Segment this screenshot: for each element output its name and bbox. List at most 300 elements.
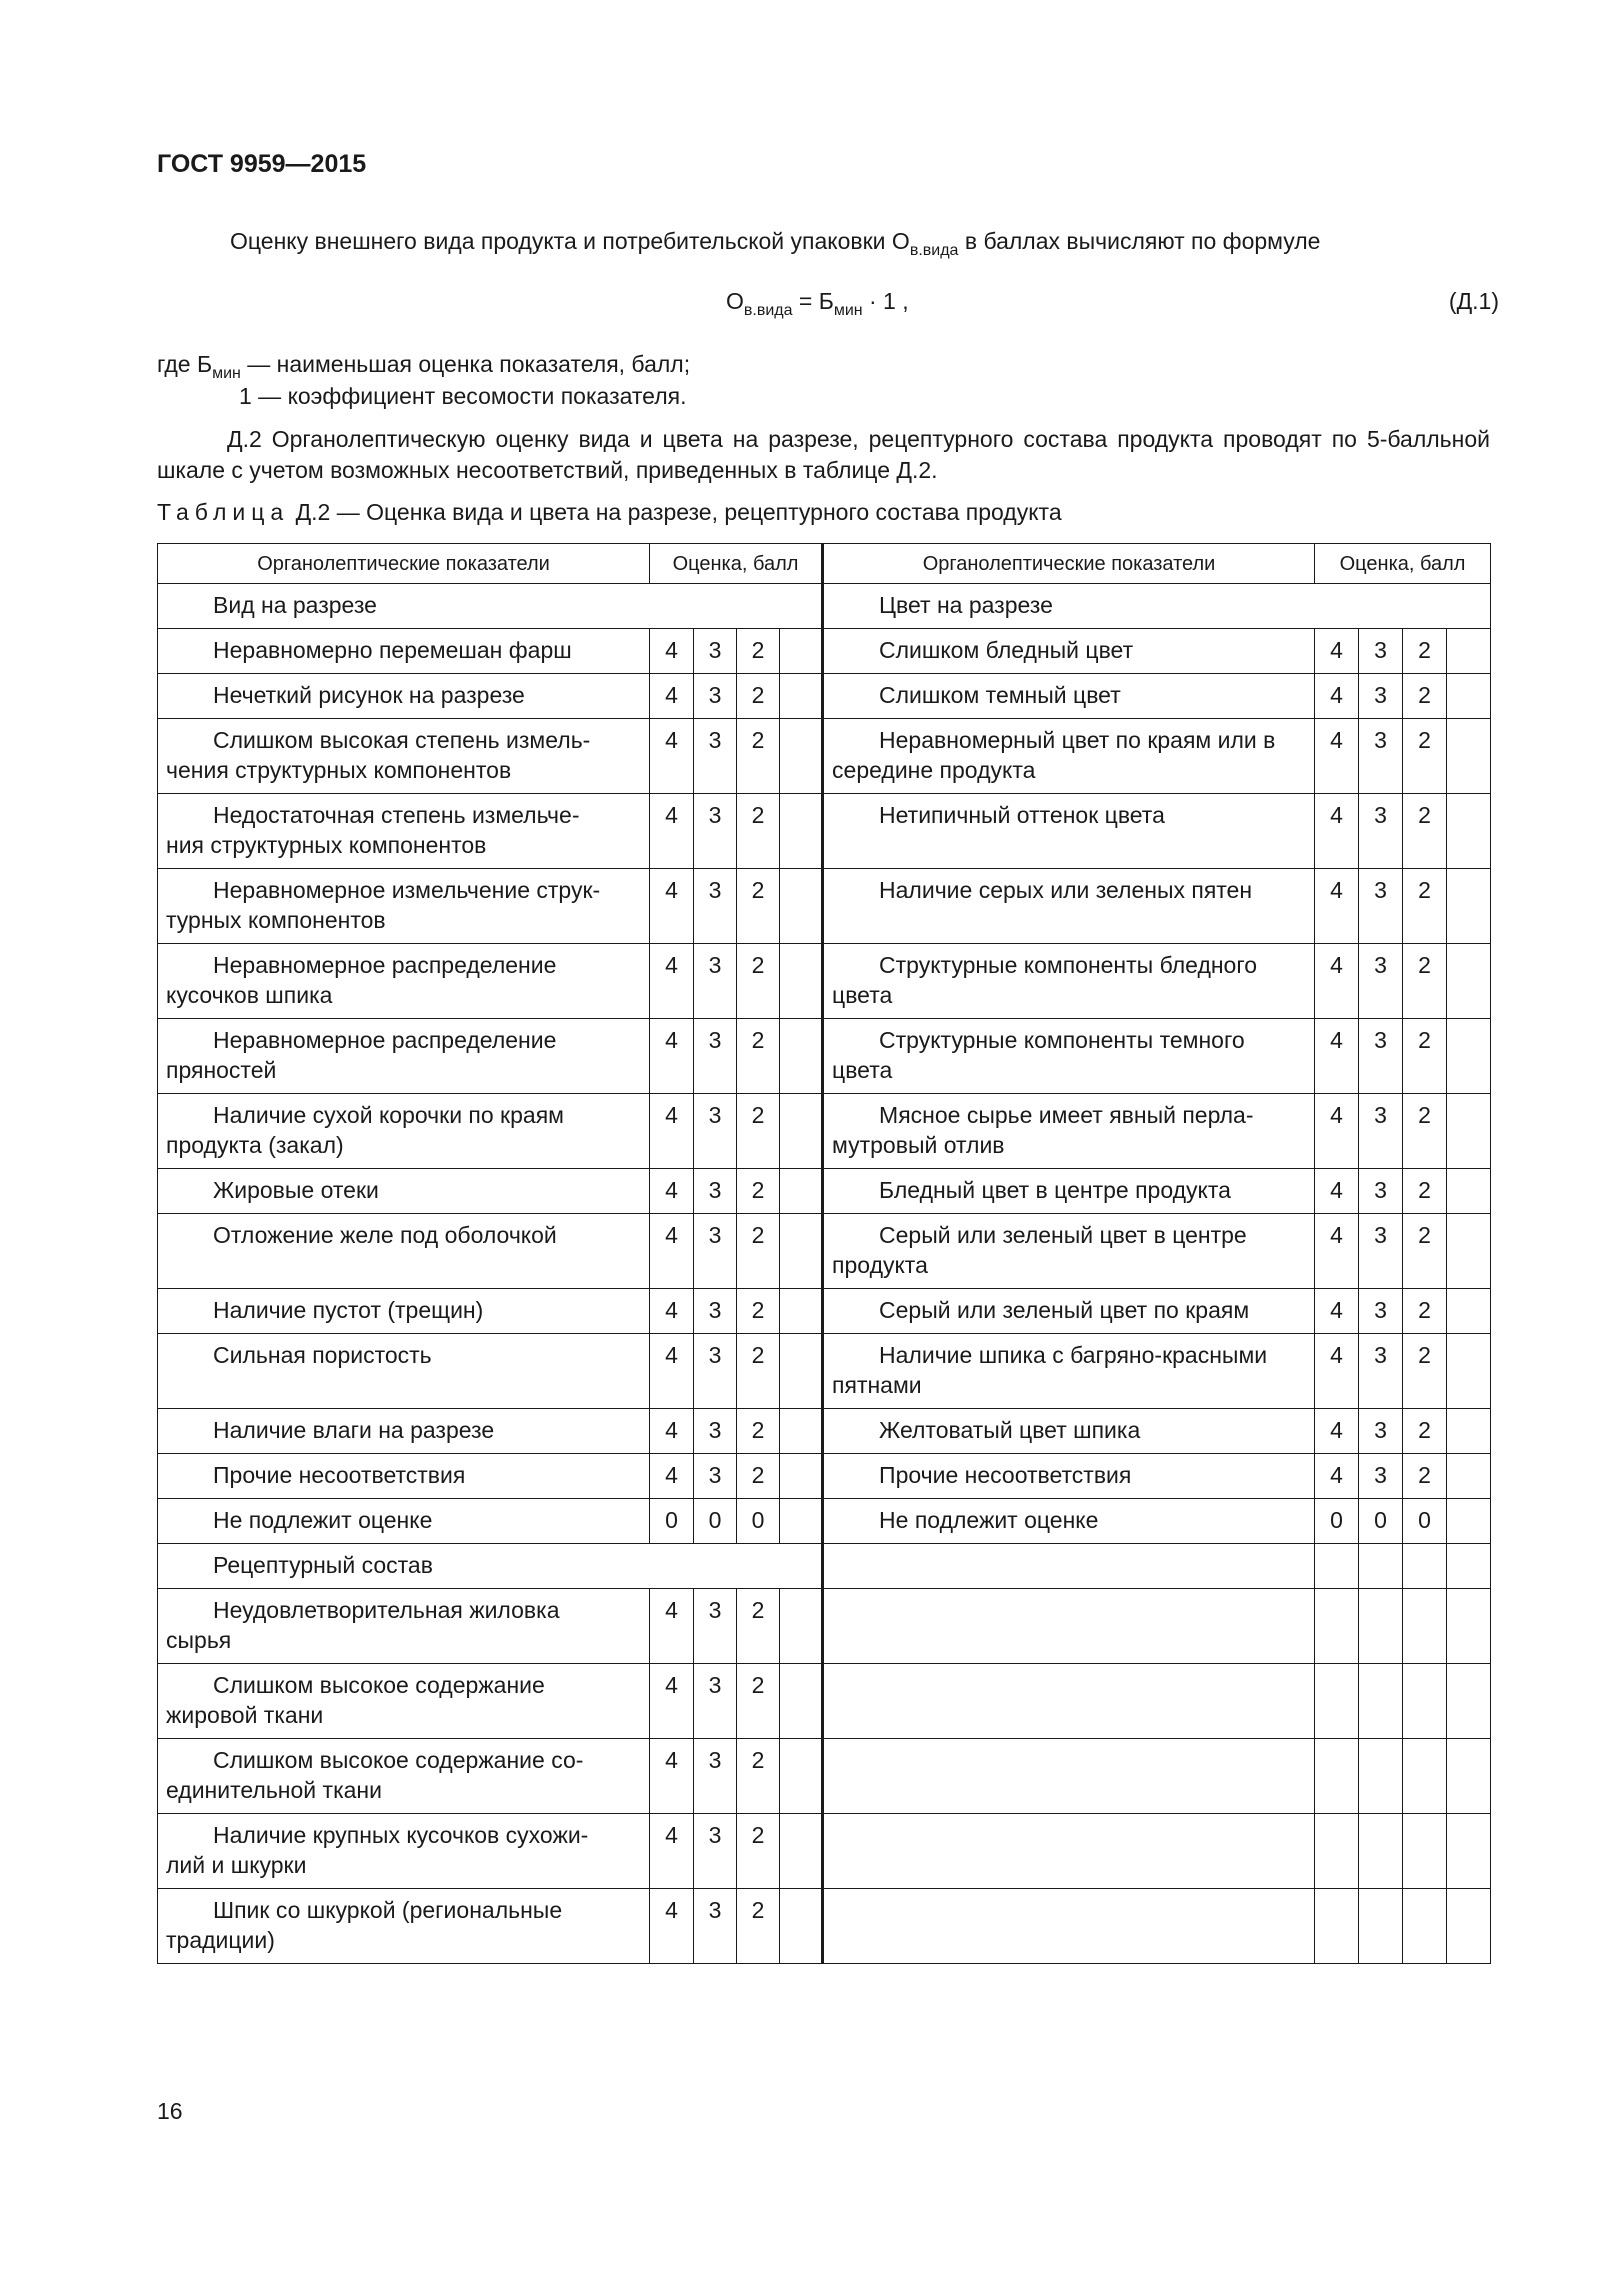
score-cell-right: 2 — [1403, 794, 1447, 869]
score-cell-left: 2 — [737, 674, 780, 719]
indicator-right-line-2: продукта — [832, 1252, 928, 1278]
score-cell-left-empty — [780, 1214, 823, 1289]
section-title-right-text: Цвет на разрезе — [879, 592, 1053, 618]
score-cell-right-empty — [1447, 1739, 1491, 1814]
indicator-left-line-2: продукта (закал) — [166, 1132, 344, 1158]
indicator-left — [158, 1889, 650, 1964]
indicator-right-line-2: цвета — [832, 1057, 893, 1083]
table-row — [158, 1094, 1491, 1169]
intro-subscript: в.вида — [909, 242, 959, 259]
formula-legend — [157, 350, 690, 411]
formula-rhs-tail: · 1 , — [862, 288, 909, 314]
header-indicators-left: Органолептические показатели — [158, 544, 650, 584]
indicator-left — [158, 1094, 650, 1169]
score-cell-right: 4 — [1315, 674, 1359, 719]
indicator-left — [158, 1334, 650, 1409]
indicator-left — [158, 719, 650, 794]
score-cell-right: 0 — [1315, 1499, 1359, 1544]
indicator-right — [823, 1409, 1315, 1454]
score-cell-left-empty — [780, 1739, 823, 1814]
indicator-right-line-1 — [832, 1672, 879, 1698]
indicator-left — [158, 1169, 650, 1214]
score-cell-right — [1403, 1739, 1447, 1814]
legend-line-2: 1 — коэффициент весомости показателя. — [239, 383, 687, 409]
score-cell-right-empty — [1447, 1169, 1491, 1214]
score-cell-right: 2 — [1403, 1334, 1447, 1409]
score-cell-right-empty — [1447, 1664, 1491, 1739]
indicator-left — [158, 1814, 650, 1889]
indicator-right — [823, 794, 1315, 869]
score-cell-left: 4 — [650, 1334, 694, 1409]
indicator-right-line-1: Нетипичный оттенок цвета — [879, 802, 1165, 828]
score-cell-right: 2 — [1403, 1214, 1447, 1289]
formula-number: (Д.1) — [1448, 288, 1499, 314]
indicator-left — [158, 1454, 650, 1499]
score-cell-right: 4 — [1315, 869, 1359, 944]
score-cell-left: 3 — [694, 1289, 737, 1334]
score-cell-left-empty — [780, 1169, 823, 1214]
legend-prefix: где Б — [157, 351, 213, 377]
score-cell-left: 3 — [694, 1664, 737, 1739]
table-row — [158, 1889, 1491, 1964]
indicator-left — [158, 1739, 650, 1814]
score-cell-right: 2 — [1403, 1289, 1447, 1334]
score-cell-right — [1447, 1544, 1491, 1589]
score-cell-right — [1403, 1589, 1447, 1664]
score-cell-left: 4 — [650, 674, 694, 719]
score-cell-right: 4 — [1315, 1019, 1359, 1094]
table-row — [158, 1214, 1491, 1289]
indicator-left — [158, 1589, 650, 1664]
indicator-right — [823, 1334, 1315, 1409]
score-cell-left-empty — [780, 1094, 823, 1169]
paragraph-d2-text: Д.2 Органолептическую оценку вида и цвета на разрезе, рецептурного состава продукта проводят по 5-балльной шкале с учетом возможных несоответствий, приведенных в таблице Д.2. — [157, 426, 1490, 483]
indicator-right-line-2: цвета — [832, 982, 893, 1008]
score-cell-right-empty — [1447, 629, 1491, 674]
score-cell-left: 3 — [694, 719, 737, 794]
indicator-right — [823, 1499, 1315, 1544]
score-cell-left: 3 — [694, 1094, 737, 1169]
score-cell-right: 4 — [1315, 1289, 1359, 1334]
score-cell-left: 4 — [650, 1889, 694, 1964]
score-cell-left: 3 — [694, 1169, 737, 1214]
score-cell-left: 2 — [737, 794, 780, 869]
table-row — [158, 719, 1491, 794]
score-cell-left: 2 — [737, 869, 780, 944]
table-row — [158, 1169, 1491, 1214]
indicator-left-line-1: Отложение желе под оболочкой — [213, 1222, 557, 1248]
score-cell-left: 2 — [737, 944, 780, 1019]
indicator-right-line-1: Мясное сырье имеет явный перла- — [879, 1102, 1254, 1128]
table-row — [158, 674, 1491, 719]
table-row — [158, 1664, 1491, 1739]
score-cell-left: 2 — [737, 1214, 780, 1289]
score-cell-right: 3 — [1359, 629, 1403, 674]
score-cell-left: 2 — [737, 1454, 780, 1499]
score-cell-left: 2 — [737, 1664, 780, 1739]
score-cell-left: 0 — [650, 1499, 694, 1544]
score-cell-right-empty — [1447, 869, 1491, 944]
score-cell-left: 3 — [694, 794, 737, 869]
indicator-left — [158, 1499, 650, 1544]
score-cell-right — [1403, 1544, 1447, 1589]
score-cell-left: 4 — [650, 1454, 694, 1499]
indicator-left-line-2: пряностей — [166, 1057, 277, 1083]
score-cell-right-empty — [1447, 1814, 1491, 1889]
indicator-left-line-1: Неравномерное распределение — [213, 952, 557, 978]
indicator-right — [823, 674, 1315, 719]
indicator-left — [158, 1289, 650, 1334]
indicator-left-line-1: Жировые отеки — [213, 1177, 379, 1203]
score-cell-right: 2 — [1403, 1454, 1447, 1499]
indicator-right-line-1: Наличие шпика с багряно-красными — [879, 1342, 1268, 1368]
score-cell-left: 0 — [694, 1499, 737, 1544]
score-cell-right: 2 — [1403, 674, 1447, 719]
score-cell-right: 3 — [1359, 944, 1403, 1019]
score-cell-left: 2 — [737, 1409, 780, 1454]
indicator-right-line-1: Структурные компоненты бледного — [879, 952, 1258, 978]
score-cell-left: 2 — [737, 1289, 780, 1334]
score-cell-left: 4 — [650, 1409, 694, 1454]
indicator-left — [158, 1409, 650, 1454]
paragraph-d2 — [157, 424, 1490, 486]
score-cell-left: 3 — [694, 1409, 737, 1454]
indicator-right — [823, 869, 1315, 944]
indicator-left — [158, 1214, 650, 1289]
score-cell-left-empty — [780, 1589, 823, 1664]
indicator-left — [158, 794, 650, 869]
score-cell-right: 4 — [1315, 629, 1359, 674]
score-cell-left: 4 — [650, 1664, 694, 1739]
indicator-left-line-2: ния структурных компонентов — [166, 832, 487, 858]
indicator-right — [823, 1169, 1315, 1214]
score-cell-left: 3 — [694, 1454, 737, 1499]
score-cell-right-empty — [1447, 1094, 1491, 1169]
score-cell-left-empty — [780, 1409, 823, 1454]
indicator-right — [823, 1544, 1315, 1589]
table-row — [158, 1739, 1491, 1814]
score-cell-left-empty — [780, 1889, 823, 1964]
indicator-left-line-2: чения структурных компонентов — [166, 757, 512, 783]
indicator-left-line-1: Слишком высокая степень измель- — [213, 727, 591, 753]
indicator-left-line-1: Недостаточная степень измельче- — [213, 802, 580, 828]
score-cell-left: 2 — [737, 1889, 780, 1964]
indicator-left-line-1: Слишком высокое содержание — [213, 1672, 545, 1698]
indicator-right-line-1 — [832, 1597, 879, 1623]
indicator-right-line-1: Слишком бледный цвет — [879, 637, 1134, 663]
score-cell-left: 2 — [737, 1169, 780, 1214]
indicator-right-line-1: Неравномерный цвет по краям или в — [879, 727, 1276, 753]
score-cell-right: 3 — [1359, 719, 1403, 794]
score-cell-right: 4 — [1315, 1454, 1359, 1499]
indicator-left-line-2: сырья — [166, 1627, 232, 1653]
score-cell-right — [1359, 1589, 1403, 1664]
score-cell-left: 2 — [737, 719, 780, 794]
score-cell-right-empty — [1447, 719, 1491, 794]
score-cell-left: 2 — [737, 1094, 780, 1169]
score-cell-right: 3 — [1359, 1019, 1403, 1094]
score-cell-left: 3 — [694, 629, 737, 674]
table-section-row — [158, 1544, 1491, 1589]
score-cell-right-empty — [1447, 1334, 1491, 1409]
score-cell-right: 4 — [1315, 794, 1359, 869]
score-cell-right: 3 — [1359, 869, 1403, 944]
score-cell-left: 4 — [650, 1214, 694, 1289]
indicator-right-line-1: Прочие несоответствия — [879, 1462, 1132, 1488]
score-cell-left: 3 — [694, 869, 737, 944]
score-cell-right — [1359, 1739, 1403, 1814]
score-cell-right — [1403, 1664, 1447, 1739]
score-cell-right — [1359, 1544, 1403, 1589]
score-cell-right — [1315, 1664, 1359, 1739]
score-cell-right-empty — [1447, 674, 1491, 719]
indicator-right — [823, 1889, 1315, 1964]
score-cell-right — [1359, 1664, 1403, 1739]
score-cell-right-empty — [1447, 794, 1491, 869]
indicator-left — [158, 674, 650, 719]
score-cell-right — [1315, 1544, 1359, 1589]
score-cell-right: 3 — [1359, 1409, 1403, 1454]
intro-text: Оценку внешнего вида продукта и потребительской упаковки О — [230, 228, 910, 254]
indicator-left-line-1: Слишком высокое содержание со- — [213, 1747, 584, 1773]
table-caption-label: Таблица — [157, 499, 290, 525]
score-cell-right-empty — [1447, 1889, 1491, 1964]
legend-line-1: — наименьшая оценка показателя, балл; — [240, 351, 691, 377]
score-cell-left-empty — [780, 1019, 823, 1094]
header-score-right: Оценка, балл — [1315, 544, 1491, 584]
score-cell-left-empty — [780, 1334, 823, 1409]
indicator-right — [823, 629, 1315, 674]
table-header-row — [158, 544, 1491, 584]
indicator-left-line-1: Неудовлетворительная жиловка — [213, 1597, 560, 1623]
indicator-right-line-2: мутровый отлив — [832, 1132, 1005, 1158]
indicator-left-line-2: жировой ткани — [166, 1702, 324, 1728]
score-cell-left: 3 — [694, 1889, 737, 1964]
score-cell-left-empty — [780, 719, 823, 794]
indicator-right — [823, 719, 1315, 794]
score-cell-right: 4 — [1315, 1094, 1359, 1169]
score-cell-right — [1315, 1889, 1359, 1964]
indicator-right-line-2: середине продукта — [832, 757, 1036, 783]
indicator-right — [823, 1589, 1315, 1664]
score-cell-right: 3 — [1359, 1214, 1403, 1289]
score-cell-left-empty — [780, 1289, 823, 1334]
score-cell-left: 4 — [650, 1289, 694, 1334]
indicator-left-line-2: лий и шкурки — [166, 1852, 307, 1878]
page-number: 16 — [157, 2098, 183, 2124]
score-cell-right: 0 — [1403, 1499, 1447, 1544]
score-cell-right: 2 — [1403, 869, 1447, 944]
indicator-left-line-1: Наличие пустот (трещин) — [213, 1297, 484, 1323]
table-row — [158, 1589, 1491, 1664]
score-cell-left: 2 — [737, 1589, 780, 1664]
score-cell-left: 4 — [650, 1169, 694, 1214]
score-cell-left: 2 — [737, 629, 780, 674]
table-row — [158, 944, 1491, 1019]
section-title-right — [823, 584, 1491, 629]
score-cell-left-empty — [780, 1454, 823, 1499]
header-score-left: Оценка, балл — [650, 544, 823, 584]
score-cell-right-empty — [1447, 1409, 1491, 1454]
indicator-left-line-2: кусочков шпика — [166, 982, 333, 1008]
indicator-right-line-1 — [832, 1897, 879, 1923]
score-cell-left-empty — [780, 674, 823, 719]
score-cell-left: 4 — [650, 1739, 694, 1814]
score-cell-left: 2 — [737, 1814, 780, 1889]
indicator-left-line-1: Неравномерно перемешан фарш — [213, 637, 572, 663]
score-cell-left-empty — [780, 869, 823, 944]
score-cell-left: 4 — [650, 1094, 694, 1169]
score-cell-left: 2 — [737, 1334, 780, 1409]
indicator-left-line-1: Нечеткий рисунок на разрезе — [213, 682, 525, 708]
table-row — [158, 629, 1491, 674]
indicator-left-line-1: Не подлежит оценке — [213, 1507, 433, 1533]
score-cell-left-empty — [780, 1664, 823, 1739]
table-row — [158, 1814, 1491, 1889]
assessment-table — [157, 543, 1491, 1964]
indicator-right-line-1: Серый или зеленый цвет в центре — [879, 1222, 1247, 1248]
score-cell-left-empty — [780, 629, 823, 674]
score-cell-right: 3 — [1359, 1454, 1403, 1499]
score-cell-right — [1315, 1739, 1359, 1814]
indicator-left-line-1: Прочие несоответствия — [213, 1462, 466, 1488]
table-row — [158, 1289, 1491, 1334]
score-cell-left-empty — [780, 944, 823, 1019]
score-cell-right: 2 — [1403, 1094, 1447, 1169]
score-cell-right-empty — [1447, 1499, 1491, 1544]
table-row — [158, 1334, 1491, 1409]
formula-lhs: О — [726, 288, 744, 314]
score-cell-right: 2 — [1403, 629, 1447, 674]
indicator-right — [823, 1454, 1315, 1499]
table-caption — [157, 499, 1062, 526]
table-row — [158, 1019, 1491, 1094]
indicator-right — [823, 1214, 1315, 1289]
score-cell-right-empty — [1447, 1289, 1491, 1334]
indicator-right-line-2: пятнами — [832, 1372, 922, 1398]
indicator-left-line-1: Наличие крупных кусочков сухожи- — [213, 1822, 589, 1848]
score-cell-right-empty — [1447, 1454, 1491, 1499]
indicator-left-line-2: единительной ткани — [166, 1777, 382, 1803]
score-cell-left: 4 — [650, 719, 694, 794]
score-cell-right-empty — [1447, 1019, 1491, 1094]
header-indicators-right: Органолептические показатели — [823, 544, 1315, 584]
score-cell-right — [1359, 1889, 1403, 1964]
score-cell-left: 3 — [694, 944, 737, 1019]
indicator-right — [823, 1289, 1315, 1334]
score-cell-right: 4 — [1315, 1169, 1359, 1214]
table-row — [158, 1454, 1491, 1499]
score-cell-right: 4 — [1315, 1214, 1359, 1289]
indicator-left-line-1: Неравномерное распределение — [213, 1027, 557, 1053]
formula-eq: = Б — [792, 288, 834, 314]
indicator-left-line-1: Наличие сухой корочки по краям — [213, 1102, 564, 1128]
score-cell-right: 4 — [1315, 1409, 1359, 1454]
table-row — [158, 794, 1491, 869]
score-cell-right: 2 — [1403, 1169, 1447, 1214]
score-cell-left: 3 — [694, 674, 737, 719]
indicator-right — [823, 1094, 1315, 1169]
indicator-right-line-1: Слишком темный цвет — [879, 682, 1121, 708]
table-row — [158, 869, 1491, 944]
score-cell-left: 3 — [694, 1589, 737, 1664]
legend-subscript: мин — [212, 365, 241, 382]
score-cell-left: 2 — [737, 1019, 780, 1094]
score-cell-left: 2 — [737, 1739, 780, 1814]
indicator-right-line-1: Структурные компоненты темного — [879, 1027, 1245, 1053]
indicator-right-line-1: Желтоватый цвет шпика — [879, 1417, 1141, 1443]
score-cell-left: 4 — [650, 794, 694, 869]
score-cell-left: 4 — [650, 1019, 694, 1094]
score-cell-right: 2 — [1403, 719, 1447, 794]
score-cell-right: 2 — [1403, 1019, 1447, 1094]
score-cell-left: 4 — [650, 869, 694, 944]
intro-paragraph — [230, 228, 1321, 259]
indicator-left-line-2: турных компонентов — [166, 907, 386, 933]
score-cell-right: 3 — [1359, 1169, 1403, 1214]
score-cell-left-empty — [780, 1814, 823, 1889]
score-cell-left: 3 — [694, 1214, 737, 1289]
intro-text-tail: в баллах вычисляют по формуле — [958, 228, 1321, 254]
indicator-left — [158, 944, 650, 1019]
indicator-left-line-1: Неравномерное измельчение струк- — [213, 877, 601, 903]
score-cell-left: 4 — [650, 1814, 694, 1889]
score-cell-right — [1403, 1814, 1447, 1889]
indicator-right-line-1: Серый или зеленый цвет по краям — [879, 1297, 1250, 1323]
score-cell-right: 2 — [1403, 944, 1447, 1019]
indicator-left-line-1: Шпик со шкуркой (региональные — [213, 1897, 563, 1923]
indicator-right-line-1: Наличие серых или зеленых пятен — [879, 877, 1253, 903]
indicator-left — [158, 629, 650, 674]
section-title-left-text: Вид на разрезе — [213, 592, 377, 618]
table-caption-text: Д.2 — Оценка вида и цвета на разрезе, рецептурного состава продукта — [289, 499, 1062, 525]
score-cell-left: 4 — [650, 1589, 694, 1664]
indicator-right — [823, 1739, 1315, 1814]
score-cell-left: 3 — [694, 1019, 737, 1094]
document-header: ГОСТ 9959—2015 — [157, 150, 367, 178]
score-cell-left: 3 — [694, 1739, 737, 1814]
score-cell-right — [1315, 1814, 1359, 1889]
score-cell-right — [1315, 1589, 1359, 1664]
table-section-row — [158, 584, 1491, 629]
indicator-right-line-1: Бледный цвет в центре продукта — [879, 1177, 1231, 1203]
table-row — [158, 1409, 1491, 1454]
indicator-right — [823, 1814, 1315, 1889]
score-cell-left-empty — [780, 794, 823, 869]
indicator-left-line-2: традиции) — [166, 1927, 275, 1953]
score-cell-right: 4 — [1315, 719, 1359, 794]
formula-rhs-subscript: мин — [833, 302, 863, 319]
indicator-right-line-1 — [832, 1747, 879, 1773]
score-cell-right: 4 — [1315, 1334, 1359, 1409]
formula-d1 — [726, 288, 909, 319]
score-cell-right: 2 — [1403, 1409, 1447, 1454]
section-title-left — [158, 1544, 823, 1589]
indicator-right — [823, 1664, 1315, 1739]
score-cell-right: 3 — [1359, 674, 1403, 719]
section-title-left — [158, 584, 823, 629]
score-cell-left: 4 — [650, 944, 694, 1019]
score-cell-left: 3 — [694, 1334, 737, 1409]
indicator-left-line-1: Наличие влаги на разрезе — [213, 1417, 495, 1443]
score-cell-right — [1403, 1889, 1447, 1964]
score-cell-right: 3 — [1359, 794, 1403, 869]
score-cell-right: 3 — [1359, 1289, 1403, 1334]
indicator-right-line-1 — [832, 1822, 879, 1848]
indicator-left — [158, 1019, 650, 1094]
score-cell-left: 3 — [694, 1814, 737, 1889]
indicator-right — [823, 944, 1315, 1019]
